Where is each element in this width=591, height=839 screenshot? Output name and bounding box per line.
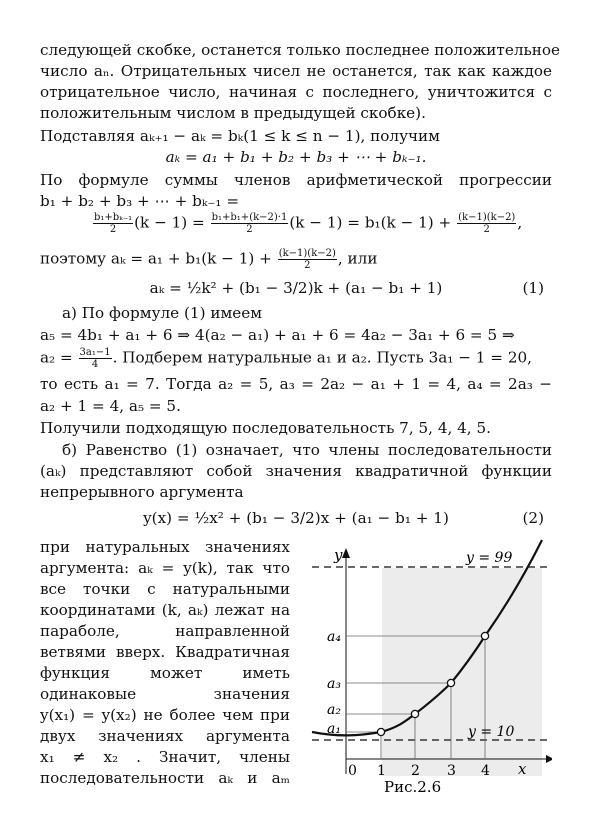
text-line: все точки с натуральными: [40, 580, 290, 598]
text-line: число aₙ. Отрицательных чисел не останется, так как каждое: [40, 62, 552, 80]
text-line: положительным числом в предыдущей скобке).: [40, 104, 426, 122]
tick-3: 3: [447, 763, 456, 779]
equation-number: (1): [522, 279, 544, 297]
text-line: аргумента: aₖ = y(k), так что: [40, 559, 290, 577]
text-line: параболе, направленной: [40, 622, 290, 640]
text-line: б) Равенство (1) означает, что члены последовательности: [62, 441, 552, 459]
parabola-figure: [308, 534, 552, 804]
text-line: следующей скобке, останется только последнее положительное: [40, 41, 560, 59]
equation-number: (2): [522, 509, 544, 527]
tick-1: 1: [377, 763, 386, 779]
equation: a₂ = $\frac{\text{3a₁−1}}{4}$ . Подберем натуральные a₁ и a₂. Пусть 3a₁ − 1 = 20,: [40, 347, 533, 370]
label-y99: y = 99: [466, 550, 513, 566]
text-line: (aₖ) представляют собой значения квадратичной функции: [40, 462, 552, 480]
fraction: $\frac{(k-1)(k-2)}{2}$: [278, 248, 336, 271]
text-line: последовательности aₖ и aₘ: [40, 769, 290, 787]
text-line: функция может иметь: [40, 664, 290, 682]
text-line: ветвями вверх. Квадратичная: [40, 643, 290, 661]
equation: поэтому aₖ = a₁ + b₁(k − 1) + $\frac{(k-1)(k-2)}{2}$ , или: [40, 248, 378, 271]
label-a3: a₃: [327, 676, 341, 692]
fraction: $\frac{\text{b₁+b₁+(k−2)·1}}{2}$: [211, 212, 288, 235]
point-a2: [411, 710, 418, 717]
text-line: то есть a₁ = 7. Тогда a₂ = 5, a₃ = 2a₂ − a₁ + 1 = 4, a₄ = 2a₃ −: [40, 375, 552, 393]
label-a2: a₂: [327, 702, 341, 718]
shaded-region: [382, 568, 542, 776]
text-line: y(x₁) = y(x₂) не более чем при: [40, 706, 290, 724]
fraction: $\frac{\text{b₁+bₖ₋₁}}{2}$: [94, 212, 133, 235]
equation: a₅ = 4b₁ + a₁ + 6 ⇒ 4(a₂ − a₁) + a₁ + 6 = 4a₂ − 3a₁ + 6 = 5 ⇒: [40, 326, 515, 344]
text-line: при натуральных значениях: [40, 538, 290, 556]
equation: b₁ + b₂ + b₃ + ⋯ + bₖ₋₁ =: [40, 192, 240, 210]
point-a3: [447, 679, 454, 686]
text-line: Получили подходящую последовательность 7, 5, 4, 4, 5.: [40, 419, 491, 437]
tick-2: 2: [411, 763, 420, 779]
fraction: $\frac{\text{3a₁−1}}{4}$: [79, 347, 111, 370]
label-a4: a₄: [327, 629, 341, 645]
text-line: координатами (k, aₖ) лежат на: [40, 601, 290, 619]
point-a1: [377, 728, 384, 735]
equation-1: aₖ = ½k² + (b₁ − 3/2)k + (a₁ − b₁ + 1) (1): [149, 279, 544, 297]
equation-sum: $\frac{\text{b₁+bₖ₋₁}}{2}$ (k − 1) = $\frac{\text{b₁+b₁+(k−2)·1}}{2}$ (k − 1) = b₁(k − 1) + $\frac{(k-1)(k-2)}{2}$ ,: [94, 212, 523, 235]
text-line: x₁ ≠ x₂ . Значит, члены: [40, 748, 290, 766]
text-line: По формуле суммы членов арифметической прогрессии: [40, 171, 552, 189]
point-a4: [481, 632, 488, 639]
text-line: отрицательное число, начиная с последнего, уничтожится с: [40, 83, 552, 101]
text-line: Подставляя aₖ₊₁ − aₖ = bₖ(1 ≤ k ≤ n − 1), получим: [40, 127, 440, 145]
x-axis-arrow: [546, 755, 552, 763]
tick-4: 4: [481, 763, 490, 779]
equation: aₖ = a₁ + b₁ + b₂ + b₃ + ⋯ + bₖ₋₁.: [165, 148, 427, 166]
text-line: a₂ + 1 = 4, a₅ = 5.: [40, 397, 181, 415]
equation-2: y(x) = ½x² + (b₁ − 3/2)x + (a₁ − b₁ + 1) (2): [143, 509, 544, 527]
tick-0: 0: [348, 763, 357, 779]
x-axis-label: x: [518, 760, 527, 778]
y-axis-label: y: [334, 546, 343, 564]
text-line: непрерывного аргумента: [40, 483, 244, 501]
label-y10: y = 10: [468, 724, 515, 740]
text-line: а) По формуле (1) имеем: [62, 304, 263, 322]
y-axis-arrow: [342, 548, 350, 558]
fraction: $\frac{(k-1)(k-2)}{2}$: [458, 212, 516, 235]
text-line: одинаковые значения: [40, 685, 290, 703]
text-line: двух значениях аргумента: [40, 727, 290, 745]
label-a1: a₁: [327, 721, 341, 737]
figure-caption: Рис.2.6: [384, 778, 442, 796]
